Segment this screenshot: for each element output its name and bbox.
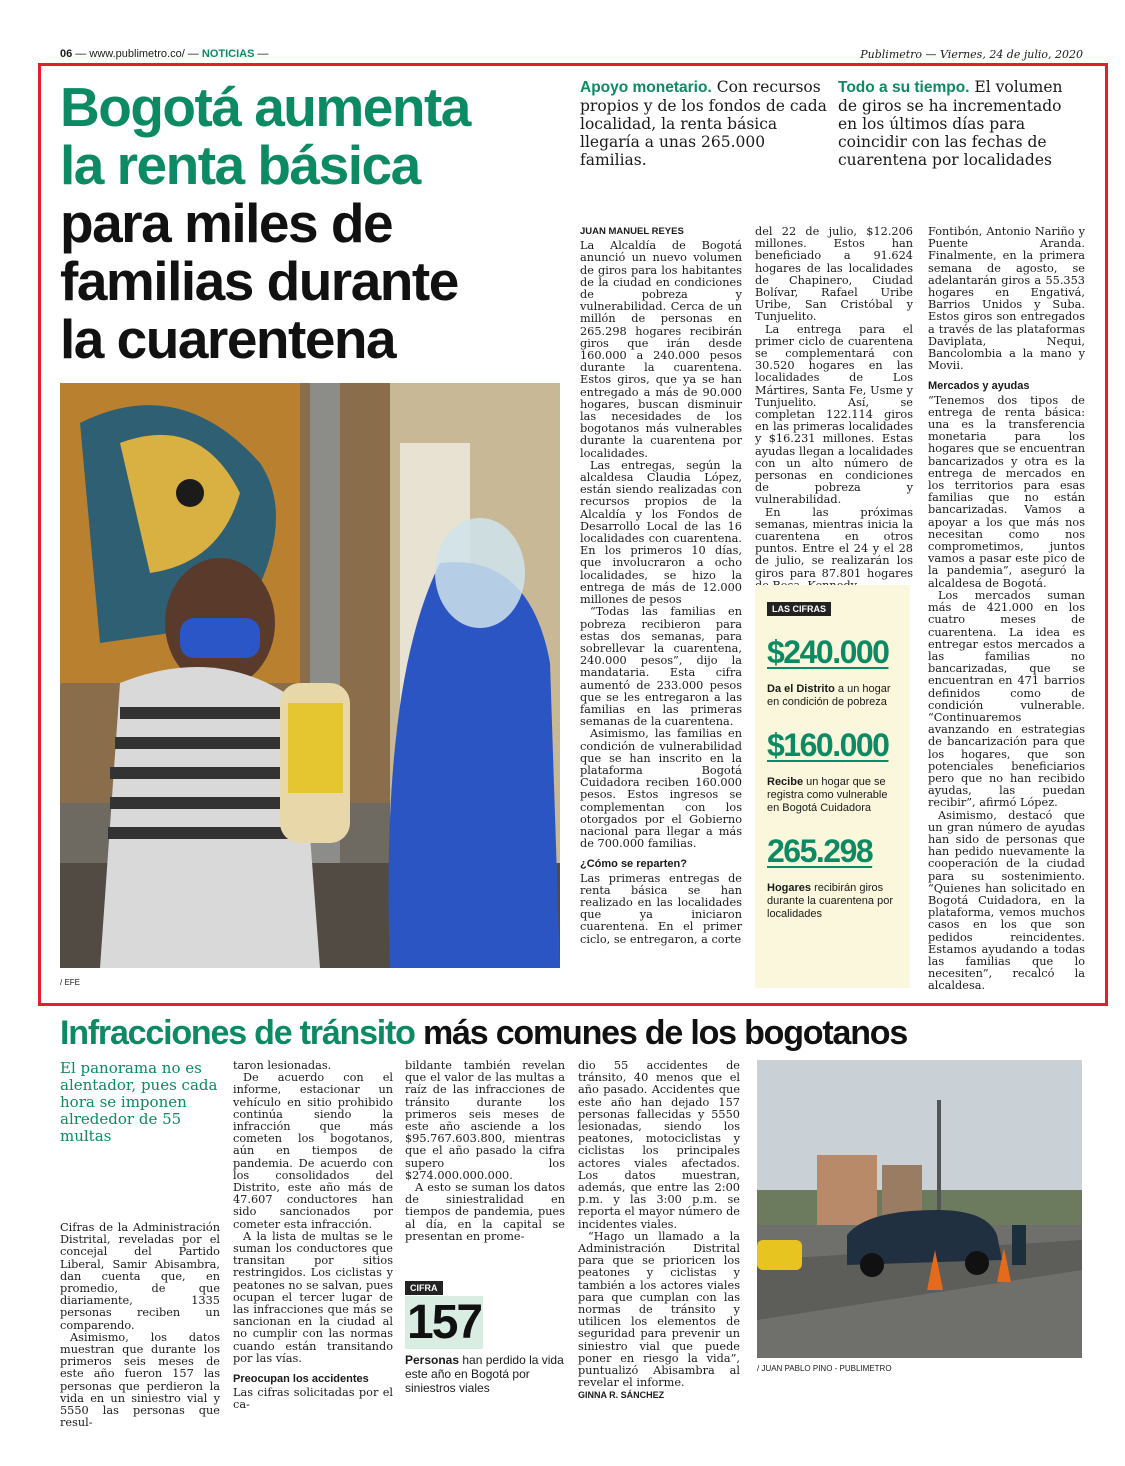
story1-col3 xyxy=(928,226,1085,993)
headline-line: para miles de xyxy=(60,192,393,254)
subheading: Mercados y ayudas xyxy=(928,380,1030,393)
deck-lead: Todo a su tiempo. xyxy=(838,79,970,96)
story2-col2 xyxy=(233,1060,393,1412)
paragraph: Las primeras entregas de renta básica se han realizado en las localidades que ya iniciaron cuarentena. En el primer ciclo, se entregaron, a corte xyxy=(580,871,742,946)
cifra-number: 265.298 xyxy=(767,833,873,869)
deck-lead: Apoyo monetario. xyxy=(580,79,712,96)
story2-deck: El panorama no es alentador, pues cada hora se imponen alrededor de 55 multas xyxy=(60,1059,218,1145)
cifra-tag: CIFRA xyxy=(405,1281,443,1295)
byline: JUAN MANUEL REYES xyxy=(580,226,684,237)
story2-col4 xyxy=(578,1060,740,1402)
cifra-lead: Hogares xyxy=(767,882,812,894)
paragraph: Los mercados suman más de 421.000 en los cuatro meses de cuarentena. La idea es entregar estos mercados a las familias no bancarizadas, que se encuentran en 471 barrios definidos como de condición vulnerable. “Continuaremos avanzando en estrategias de bancarización para que los hogares, que son potenciales beneficiarios pero que no han recibido ayudas, las puedan recibir”, afirmó López. xyxy=(928,588,1085,810)
paragraph: “Tenemos dos tipos de entrega de renta básica: una es la transferencia monetaria para los hogares que se encuentran bancarizados y otra es la entrega de mercados en los territorios para esas familias que no están bancarizadas. Vamos a apoyar a los que más nos necesitan como nos comprometimos, juntos vamos a pasar este pico de la pandemia”, aseguró la alcaldesa de Bogotá. xyxy=(928,393,1085,590)
subheading: Preocupan los accidentes xyxy=(233,1373,369,1386)
cifras-tag: LAS CIFRAS xyxy=(767,602,831,616)
cifra-description xyxy=(767,776,900,815)
paragraph: “Todas las familias en pobreza recibieron para estas dos semanas, para sobrellevar la cuarentena, 240.000 pesos”, dijo la mandataria. Esta cifra aumentó de 233.000 pesos que se les entregaron a las familias en las primeras semanas de la cuarentena. xyxy=(580,605,742,729)
site-link[interactable]: www.publimetro.co/ xyxy=(89,48,185,60)
story2-col1 xyxy=(60,1222,220,1429)
paragraph: A esto se suman los datos de siniestralidad en tiempos de pandemia, pues al día, en la capital se presentan en prome- xyxy=(405,1181,565,1243)
paragraph: Las entregas, según la alcaldesa Claudia López, están siendo realizadas con recursos propios de la Alcaldía y los Fondos de Desarrollo Local de las 16 localidades con cuarentena. En los primeros 10 días, que involucraron a ocho localidades, se hizo la entrega de más de 12.000 millones de pesos xyxy=(580,458,742,607)
story1-col2 xyxy=(755,226,913,592)
deck-apoyo xyxy=(580,78,830,169)
cifra-text: recibirán giros durante la cuarentena por localidades xyxy=(767,882,893,920)
paragraph: taron lesionadas. xyxy=(233,1059,332,1072)
cifra-description xyxy=(767,683,900,709)
deck-text: Con recursos propios y de los fondos de cada localidad, la renta básica llegaría a unas 265.000 familias. xyxy=(580,78,827,169)
cifras-box xyxy=(755,585,910,988)
paragraph: del 22 de julio, $12.206 millones. Estos han beneficiado a 91.624 hogares de las localidades de Chapinero, Ciudad Bolívar, Rafael Uribe Uribe, San Cristóbal y Tunjuelito. xyxy=(755,225,913,324)
story2-photo xyxy=(757,1060,1082,1358)
paragraph: bildante también revelan que el valor de las multas a raíz de las infracciones de tránsito durante los primeros seis meses de este año asciende a los $95.767.603.800, mientras que el año pasado la cifra supero los $274.000.000.000. xyxy=(405,1059,565,1182)
story1-photo xyxy=(60,383,560,968)
subheading: ¿Cómo se reparten? xyxy=(580,858,687,871)
headline-dark: más comunes de los bogotanos xyxy=(414,1014,908,1052)
cifra-lead: Recibe xyxy=(767,776,804,788)
header-date: Publimetro — Viernes, 24 de julio, 2020 xyxy=(860,48,1083,61)
photo-credit: / JUAN PABLO PINO - PUBLIMETRO xyxy=(757,1364,892,1373)
paragraph: Asimismo, las familias en condición de vulnerabilidad que se han inscrito en la plataforma Bogotá Cuidadora reciben 160.000 pesos. Estos ingresos se complementan con los otorgados por el Gobierno nacional para llegar a más de 700.000 familias. xyxy=(580,727,742,851)
header-left: 06 — www.publimetro.co/ — NOTICIAS — xyxy=(60,48,269,60)
page-number: 06 xyxy=(60,48,73,60)
paragraph: Cifras de la Administración Distrital, reveladas por el concejal del Partido Liberal, Samir Abisambra, dan cuenta que, en promedio, de que diariamente, 1335 personas reciben un comparendo. xyxy=(60,1221,220,1332)
cifra-number: $160.000 xyxy=(767,727,889,763)
cifra-text: han perdido la vida este año en Bogotá por siniestros viales xyxy=(405,1353,564,1395)
paragraph: “Hago un llamado a la Administración Distrital para que se prioricen los peatones y ciclistas y también a los actores viales para que cumplan con las normas de tránsito y utilicen los elementos de seguridad para prevenir un siniestro vial que puede poner en riesgo la vida”, puntualizó Abisambra al revelar el informe. xyxy=(578,1229,740,1390)
paragraph: De acuerdo con el informe, estacionar un vehículo en sitio prohibido continúa siendo la infracción que más cometen los bogotanos, aún en tiempos de pandemia. De acuerdo con los consolidados del Distrito, este año más de 47.607 conductores han sido sancionados por cometer esta infracción. xyxy=(233,1071,393,1231)
section-name: NOTICIAS xyxy=(201,48,255,60)
deck-text: El volumen de giros se ha incrementado en los últimos días para coincidir con las fechas de cuarentena por localidades xyxy=(838,78,1063,169)
paragraph: dio 55 accidentes de tránsito, 40 menos que el año pasado. Accidentes que este año han dejado 157 personas fallecidas y 5550 lesionadas, siendo los peatones, motociclistas y ciclistas los principales actores viales afectados. Los datos muestran, además, que entre las 2:00 p.m. y las 3:00 p.m. se reporta el mayor número de incidentes viales. xyxy=(578,1059,740,1231)
paragraph: Las cifras solicitadas por el ca- xyxy=(233,1386,393,1412)
paragraph: La entrega para el primer ciclo de cuarentena se complementará con 30.520 hogares en las localidades de Los Mártires, Santa Fe, Usme y Tunjuelito. Así, se completan 122.114 giros en las primeras localidades y $16.231 millones. Estas ayudas llegan a localidades con un alto número de personas en condiciones de pobreza y vulnerabilidad. xyxy=(755,322,913,507)
headline-line: la cuarentena xyxy=(60,308,396,370)
headline-green: Infracciones de tránsito xyxy=(60,1014,415,1052)
photo-credit: / EFE xyxy=(60,978,81,987)
paragraph: En las próximas semanas, mientras inicia la cuarentena en otros puntos. Entre el 24 y el 28 de julio, se realizarán los giros para 87.801 hogares xyxy=(755,505,913,580)
page-header xyxy=(60,46,1083,64)
cifra-lead: Personas xyxy=(405,1353,460,1367)
cifra-number-text: 157 xyxy=(407,1296,482,1349)
cifra-lead: Da el Distrito xyxy=(767,683,835,695)
photo-illustration xyxy=(757,1060,1082,1358)
deck-tiempo xyxy=(838,78,1083,169)
cifra-box xyxy=(405,1276,565,1395)
story2-col3 xyxy=(405,1060,565,1243)
signature: GINNA R. SÁNCHEZ xyxy=(578,1390,665,1401)
cifra-number: $240.000 xyxy=(767,634,889,670)
story2-headline xyxy=(60,1014,1100,1053)
paragraph: Asimismo, los datos muestran que durante los primeros seis meses de este año fueron 157 las personas que perdieron la vida en un siniestro vial y 5550 las personas que resul- xyxy=(60,1330,220,1430)
paragraph: La Alcaldía de Bogotá anunció un nuevo volumen de giros para los habitantes de la ciudad en condiciones de pobreza y vulnerabilidad. Cerca de un millón de personas en 265.298 hogares recibirán giros que irán desde 160.000 a 240.000 pesos durante la cuarentena. Estos giros, que ya se han entregado a más de 90.000 hogares, buscan disminuir las necesidades de los bogotanos más vulnerables durante la cuarentena por localidades. xyxy=(580,239,742,460)
cifra-text: a un hogar en condición de pobreza xyxy=(767,683,891,708)
story1-col1 xyxy=(580,226,742,946)
headline-line: la renta básica xyxy=(60,134,420,196)
story1-headline xyxy=(60,78,570,368)
cifra-description xyxy=(767,882,900,921)
photo-illustration xyxy=(60,383,560,968)
headline-line: familias durante xyxy=(60,250,458,312)
cifra-description xyxy=(405,1353,565,1395)
paragraph: Fontibón, Antonio Nariño y Puente Aranda. Finalmente, en la primera semana de agosto, se adelantarán giros a 55.353 hogares en Engativá, Barrios Unidos y Suba. Estos giros son entregados a través de las plataformas Daviplata, Nequi, Bancolombia a la mano y Movii. xyxy=(928,225,1085,373)
paragraph: Asimismo, destacó que un gran número de ayudas han sido de personas que han pedido nuevamente la cooperación de la ciudad para su sostenimiento. “Quienes han solicitado en Bogotá Cuidadora, en la plataforma, vemos muchos casos en los que son pedidos reincidentes. Estamos ayudando a todas las familias que lo necesiten”, recalcó la alcaldesa. xyxy=(928,808,1085,993)
headline-line: Bogotá aumenta xyxy=(60,76,470,138)
cifra-number xyxy=(405,1296,565,1349)
paragraph: A la lista de multas se le suman los conductores que transitan por sitios restringidos. Los ciclistas y peatones no se salvan, pues ocupan el tercer lugar de las infracciones que más se sancionan en la ciudad al no cumplir con las normas cuando están transitando por las vías. xyxy=(233,1229,393,1365)
cifra-text: un hogar que se registra como vulnerable en Bogotá Cuidadora xyxy=(767,776,888,814)
